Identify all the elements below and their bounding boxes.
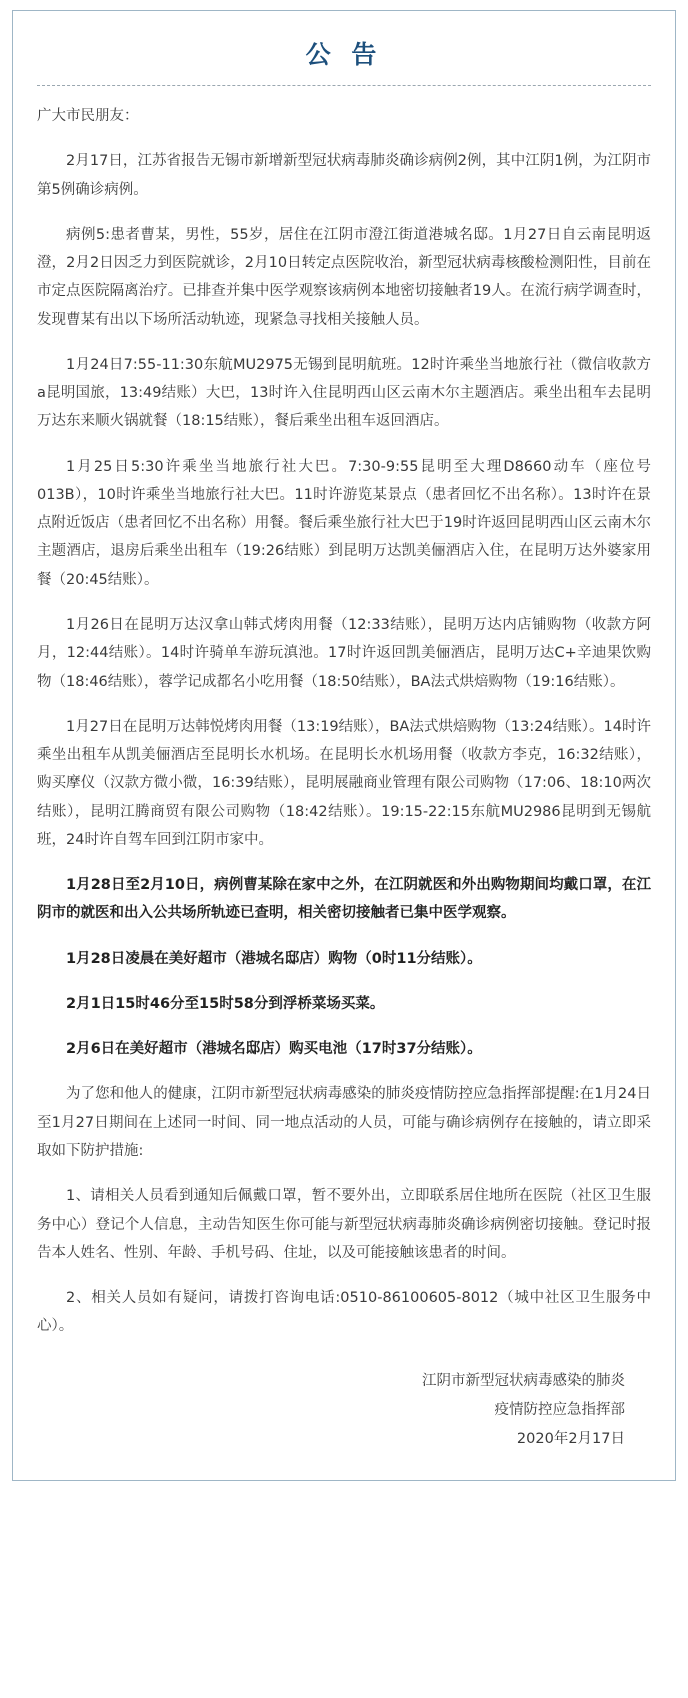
page-title: 公 告 [305,40,383,69]
paragraph-summary: 2月17日，江苏省报告无锡市新增新型冠状病毒肺炎确诊病例2例，其中江阴1例，为江阴市第5例确诊病例。 [37,153,651,198]
document-body [37,102,651,1341]
paragraph-jan28-market: 1月28日凌晨在美好超市（港城名邸店）购物（0时11分结账）。 [66,950,482,967]
title-divider [37,85,651,86]
paragraph-feb1-market: 2月1日15时46分至15时58分到浮桥菜场买菜。 [66,995,385,1012]
signature-date: 2020年2月17日 [516,1430,625,1447]
paragraph-measure-2: 2、相关人员如有疑问，请拨打咨询电话:0510-86100605-8012（城中社区卫生服务中心）。 [37,1290,651,1335]
announcement-frame [12,10,676,1481]
paragraph-measure-1: 1、请相关人员看到通知后佩戴口罩，暂不要外出，立即联系居住地所在医院（社区卫生服务中心）登记个人信息，主动告知医生你可能与新型冠状病毒肺炎确诊病例密切接触。登记时报告本人姓名、性别、年龄、手机号码、住址，以及可能接触该患者的时间。 [37,1188,651,1261]
signature-org-line1: 江阴市新型冠状病毒感染的肺炎 [422,1372,625,1389]
paragraph-jan28-feb10: 1月28日至2月10日，病例曹某除在家中之外，在江阴就医和外出购物期间均戴口罩，在江阴市的就医和出入公共场所轨迹已查明，相关密切接触者已集中医学观察。 [37,877,651,922]
paragraph-feb6-market: 2月6日在美好超市（港城名邸店）购买电池（17时37分结账）。 [66,1041,482,1058]
paragraph-jan27: 1月27日在昆明万达韩悦烤肉用餐（13:19结账），BA法式烘焙购物（13:24结账）。14时许乘坐出租车从凯美俪酒店至昆明长水机场。在昆明长水机场用餐（收款方李克，16:32结账），购买摩仪（汉款方微小微，16:39结账），昆明展融商业管理有限公司购物（17:06、18:10两次结账），昆明江腾商贸有限公司购物（18:42结账）。19:15-22:15东航MU2986昆明到无锡航班，24时许自驾车回到江阴市家中。 [37,718,651,848]
signature-block [37,1367,651,1454]
paragraph-health-notice: 为了您和他人的健康，江阴市新型冠状病毒感染的肺炎疫情防控应急指挥部提醒:在1月24日至1月27日期间在上述同一时间、同一地点活动的人员，可能与确诊病例存在接触的，请立即采取如下防护措施: [37,1086,651,1159]
signature-org-line2: 疫情防控应急指挥部 [494,1401,625,1418]
paragraph-jan25: 1月25日5:30许乘坐当地旅行社大巴。7:30-9:55昆明至大理D8660动车（座位号013B），10时许乘坐当地旅行社大巴。11时许游览某景点（患者回忆不出名称）。13时许在景点附近饭店（患者回忆不出名称）用餐。餐后乘坐旅行社大巴于19时许返回昆明西山区云南木尔主题酒店，退房后乘坐出租车（19:26结账）到昆明万达凯美俪酒店入住，在昆明万达外婆家用餐（20:45结账）。 [37,458,651,588]
paragraph-jan26: 1月26日在昆明万达汉拿山韩式烤肉用餐（12:33结账），昆明万达内店铺购物（收款方阿月，12:44结账）。14时许骑单车游玩滇池。17时许返回凯美俪酒店，昆明万达C+辛迪果饮购物（18:46结账），蓉学记成都名小吃用餐（18:50结账），BA法式烘焙购物（19:16结账）。 [37,616,651,690]
paragraph-greeting: 广大市民朋友： [37,108,139,124]
paragraph-case-detail: 病例5:患者曹某，男性，55岁，居住在江阴市澄江街道港城名邸。1月27日自云南昆明返澄，2月2日因乏力到医院就诊，2月10日转定点医院收治，新型冠状病毒核酸检测阳性，目前在市定点医院隔离治疗。已排查并集中医学观察该病例本地密切接触者19人。在流行病学调查时，发现曹某有出以下场所活动轨迹，现紧急寻找相关接触人员。 [37,226,651,328]
paragraph-jan24: 1月24日7:55-11:30东航MU2975无锡到昆明航班。12时许乘坐当地旅行社（微信收款方a昆明国旅，13:49结账）大巴，13时许入住昆明西山区云南木尔主题酒店。乘坐出租车去昆明万达东来顺火锅就餐（18:15结账），餐后乘坐出租车返回酒店。 [37,356,651,430]
